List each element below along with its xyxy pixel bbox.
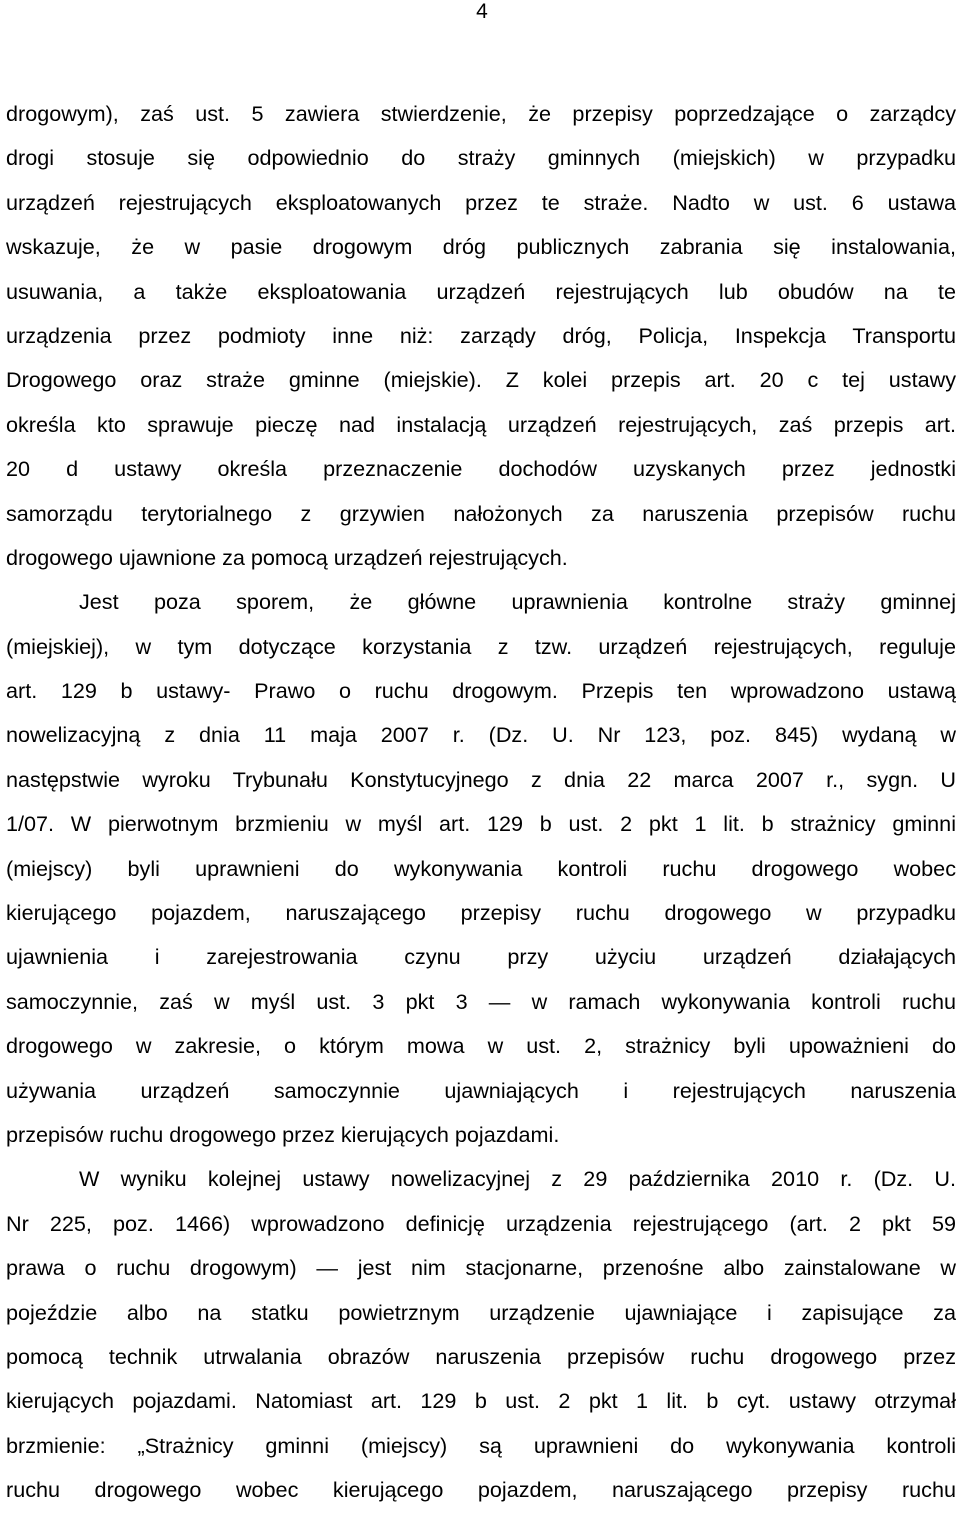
- text-line: kierującego pojazdem, naruszającego przepisy ruchu drogowego w przypadku: [6, 900, 956, 926]
- text-line: 1/07. W pierwotnym brzmieniu w myśl art. 129 b ust. 2 pkt 1 lit. b strażnicy gminni: [6, 811, 956, 837]
- text-line: Drogowego oraz straże gminne (miejskie). Z kolei przepis art. 20 c tej ustawy: [6, 367, 956, 393]
- text-line: urządzenia przez podmioty inne niż: zarządy dróg, Policja, Inspekcja Transportu: [6, 322, 956, 348]
- text-line: prawa o ruchu drogowym) — jest nim stacjonarne, przenośne albo zainstalowane w: [6, 1255, 956, 1281]
- text-line: Nr 225, poz. 1466) wprowadzono definicję urządzenia rejestrującego (art. 2 pkt 59: [6, 1210, 956, 1236]
- text-line: (miejskiej), w tym dotyczące korzystania z tzw. urządzeń rejestrujących, reguluje: [6, 633, 956, 659]
- paragraph-last-line: przepisów ruchu drogowego przez kierujących pojazdami.: [6, 1121, 560, 1147]
- text-line: urządzeń rejestrujących eksploatowanych przez te straże. Nadto w ust. 6 ustawa: [6, 189, 956, 215]
- text-line: pomocą technik utrwalania obrazów naruszenia przepisów ruchu drogowego przez: [6, 1343, 956, 1369]
- text-line: kierujących pojazdami. Natomiast art. 129 b ust. 2 pkt 1 lit. b cyt. ustawy otrzymał: [6, 1388, 956, 1414]
- text-line: ujawnienia i zarejestrowania czynu przy użyciu urządzeń działających: [6, 944, 956, 970]
- text-line: określa kto sprawuje pieczę nad instalacją urządzeń rejestrujących, zaś przepis art.: [6, 411, 956, 437]
- text-line: ruchu drogowego wobec kierującego pojazdem, naruszającego przepisy ruchu: [6, 1477, 956, 1503]
- paragraph-first-line: W wyniku kolejnej ustawy nowelizacyjnej z 29 października 2010 r. (Dz. U.: [79, 1166, 956, 1192]
- text-line: pojeździe albo na statku powietrznym urządzenie ujawniające i zapisujące za: [6, 1299, 956, 1325]
- text-line: używania urządzeń samoczynnie ujawniających i rejestrujących naruszenia: [6, 1077, 956, 1103]
- text-line: brzmienie: „Strażnicy gminni (miejscy) są uprawnieni do wykonywania kontroli: [6, 1432, 956, 1458]
- text-line: samorządu terytorialnego z grzywien nałożonych za naruszenia przepisów ruchu: [6, 500, 956, 526]
- text-line: art. 129 b ustawy- Prawo o ruchu drogowym. Przepis ten wprowadzono ustawą: [6, 678, 956, 704]
- page-number: 4: [476, 0, 488, 23]
- text-line: (miejscy) byli uprawnieni do wykonywania kontroli ruchu drogowego wobec: [6, 855, 956, 881]
- text-line: następstwie wyroku Trybunału Konstytucyjnego z dnia 22 marca 2007 r., sygn. U: [6, 766, 956, 792]
- text-line: nowelizacyjną z dnia 11 maja 2007 r. (Dz. U. Nr 123, poz. 845) wydaną w: [6, 722, 956, 748]
- paragraph-last-line: drogowego ujawnione za pomocą urządzeń rejestrujących.: [6, 544, 568, 570]
- text-line: drogowym), zaś ust. 5 zawiera stwierdzenie, że przepisy poprzedzające o zarządcy: [6, 101, 956, 126]
- text-line: wskazuje, że w pasie drogowym dróg publicznych zabrania się instalowania,: [6, 234, 956, 260]
- text-line: drogowego w zakresie, o którym mowa w ust. 2, strażnicy byli upoważnieni do: [6, 1033, 956, 1059]
- text-line: drogi stosuje się odpowiednio do straży gminnych (miejskich) w przypadku: [6, 145, 956, 171]
- document-body: [6, 92, 956, 1513]
- paragraph-first-line: Jest poza sporem, że główne uprawnienia kontrolne straży gminnej: [79, 589, 956, 615]
- text-line: usuwania, a także eksploatowania urządzeń rejestrujących lub obudów na te: [6, 278, 956, 304]
- text-line: 20 d ustawy określa przeznaczenie dochodów uzyskanych przez jednostki: [6, 456, 956, 482]
- text-line: samoczynnie, zaś w myśl ust. 3 pkt 3 — w ramach wykonywania kontroli ruchu: [6, 988, 956, 1014]
